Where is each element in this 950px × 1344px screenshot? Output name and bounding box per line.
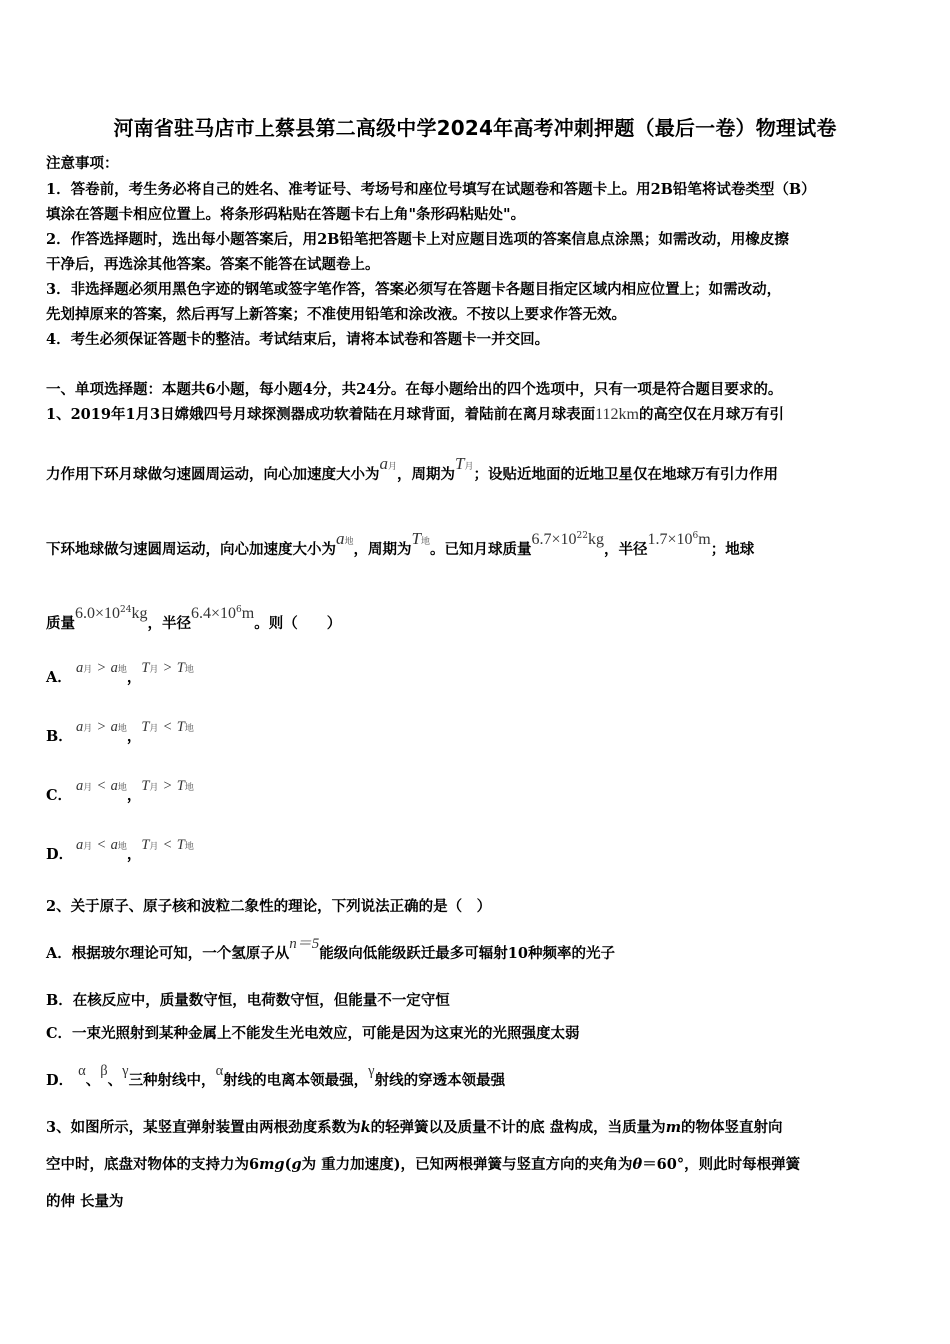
notice-line-2b: 干净后，再选涂其他答案。答案不能答在试题卷上。: [46, 256, 380, 273]
symbol-T: T: [141, 778, 150, 794]
gravity-symbol: g: [291, 1156, 302, 1173]
symbol-T: T: [176, 660, 185, 676]
subscript-earth: 地: [184, 724, 194, 734]
earth-radius: 6.4×10: [190, 605, 237, 622]
notice-line-1b: 填涂在答题卡相应位置上。将条形码粘贴在答题卡右上角"条形码粘贴处"。: [46, 206, 526, 223]
subscript-moon: 月: [464, 462, 474, 472]
symbol-a: a: [336, 529, 345, 548]
symbol-T: T: [455, 454, 465, 473]
notice-line-3b: 先划掉原来的答案，然后再写上新答案；不准使用铅笔和涂改液。不按以上要求作答无效。: [46, 306, 626, 323]
notice-line-4: 4．考生必须保证答题卡的整洁。考试结束后，请将本试卷和答题卡一并交回。: [46, 331, 550, 348]
q3-line-1: [46, 1116, 783, 1137]
energy-level: n＝5: [289, 936, 320, 952]
q1-text: 的高空仅在月球万有引: [638, 406, 784, 423]
subscript-earth: 地: [420, 537, 430, 547]
exam-title: 河南省驻马店市上蔡县第二高级中学2024年高考冲刺押题（最后一卷）物理试卷: [113, 116, 837, 140]
relation-a: >: [97, 660, 106, 676]
comma: ，: [126, 846, 142, 863]
option-label: A．: [46, 669, 72, 686]
subscript-moon: 月: [83, 783, 93, 793]
q3-text: 的轻弹簧以及质量不计的底 盘构成，当质量为: [370, 1119, 666, 1136]
spring-constant: k: [360, 1119, 371, 1136]
relation-a: <: [97, 837, 106, 853]
relation-T: >: [163, 660, 172, 676]
q1-option-a[interactable]: [46, 660, 194, 687]
q2-option-d[interactable]: [46, 1063, 506, 1090]
q2-text: 三种射线中，: [128, 1072, 216, 1089]
q1-text: ，半径: [147, 615, 191, 632]
symbol-a: a: [379, 454, 388, 473]
q3-text: (: [284, 1156, 292, 1173]
q3-text: ＝60°，则此时每根弹簧: [642, 1156, 801, 1173]
notice-line-3a: 3．非选择题必须用黑色字迹的钢笔或签字笔作答，答案必须写在答题卡各题目指定区域内相应位置上；如需改动，: [46, 281, 782, 298]
relation-a: <: [97, 778, 106, 794]
beta-symbol: β: [100, 1063, 108, 1079]
q1-text: ，周期为: [397, 466, 456, 483]
q2-text: 射线的穿透本领最强: [374, 1072, 506, 1089]
mass-symbol: m: [665, 1119, 682, 1136]
q2-text: 射线的电离本领最强，: [223, 1072, 369, 1089]
comma: ，: [126, 728, 142, 745]
q1-option-c[interactable]: [46, 778, 194, 805]
subscript-earth: 地: [117, 724, 127, 734]
subscript-moon: 月: [388, 462, 398, 472]
q1-text: 。已知月球质量: [430, 541, 532, 558]
q3-text: 为 重力加速度)，已知两根弹簧与竖直方向的夹角为: [301, 1156, 633, 1173]
symbol-T: T: [411, 529, 421, 548]
alpha-symbol: α: [215, 1063, 224, 1079]
relation-T: <: [163, 719, 172, 735]
subscript-moon: 月: [83, 842, 93, 852]
subscript-moon: 月: [83, 724, 93, 734]
q1-text: 质量: [46, 615, 75, 632]
q1-text: 1、2019年1月3日嫦娥四号月球探测器成功软着陆在月球背面，着陆前在离月球表面: [46, 406, 596, 423]
subscript-moon: 月: [149, 665, 159, 675]
unit-m: m: [698, 531, 711, 548]
subscript-earth: 地: [184, 842, 194, 852]
q1-line-4: [46, 605, 342, 633]
weight-symbol: mg: [259, 1156, 285, 1173]
earth-mass-exponent: 24: [120, 605, 132, 616]
comma: ，: [126, 669, 142, 686]
q1-text: 力作用下环月球做匀速圆周运动，向心加速度大小为: [46, 466, 380, 483]
section-heading: 一、单项选择题：本题共6小题，每小题4分，共24分。在每小题给出的四个选项中，只有一项是符合题目要求的。: [46, 381, 783, 398]
q1-text: ；设贴近地面的近地卫星仅在地球万有引力作用: [473, 466, 778, 483]
unit-kg: kg: [131, 605, 148, 622]
subscript-earth: 地: [117, 842, 127, 852]
unit-m: m: [241, 605, 255, 622]
subscript-earth: 地: [117, 665, 127, 675]
earth-radius-exponent: 6: [236, 605, 242, 616]
option-label: C．: [46, 787, 73, 804]
subscript-moon: 月: [149, 724, 159, 734]
q1-line-2: [46, 454, 778, 484]
moon-radius-exponent: 6: [692, 531, 699, 542]
q1-text: ，半径: [603, 541, 648, 558]
q3-text: 3、如图所示，某竖直弹射装置由两根劲度系数为: [46, 1119, 361, 1136]
q1-text: ；地球: [710, 541, 755, 558]
unit-kg: kg: [587, 531, 604, 548]
subscript-earth: 地: [117, 783, 127, 793]
subscript-earth: 地: [344, 537, 354, 547]
notice-line-1a: 1．答卷前，考生务必将自己的姓名、准考证号、考场号和座位号填写在试题卷和答题卡上。用2B铅笔将试卷类型（B）: [46, 181, 816, 198]
altitude-value: 112km: [595, 406, 639, 423]
symbol-T: T: [141, 719, 150, 735]
q1-option-b[interactable]: [46, 719, 194, 746]
notice-line-2a: 2．作答选择题时，选出每小题答案后，用2B铅笔把答题卡上对应题目选项的答案信息点涂黑；如需改动，用橡皮擦: [46, 231, 789, 248]
comma: ，: [126, 787, 142, 804]
q2-option-a[interactable]: [46, 936, 615, 963]
q1-line-3: [46, 529, 755, 559]
q3-text: 空中时，底盘对物体的支持力为6: [46, 1156, 260, 1173]
q2-option-c[interactable]: C．一束光照射到某种金属上不能发生光电效应，可能是因为这束光的光照强度太弱: [46, 1025, 580, 1042]
q1-text: 。则（ ）: [254, 615, 342, 632]
alpha-symbol: α: [78, 1063, 86, 1079]
symbol-a: a: [76, 719, 84, 735]
relation-T: >: [163, 778, 172, 794]
symbol-a: a: [76, 660, 84, 676]
gamma-symbol: γ: [122, 1063, 129, 1079]
subscript-earth: 地: [184, 783, 194, 793]
symbol-a: a: [76, 778, 84, 794]
notice-heading: 注意事项：: [46, 155, 119, 172]
q1-line-1: [46, 403, 784, 424]
symbol-T: T: [176, 719, 185, 735]
symbol-T: T: [176, 778, 185, 794]
subscript-moon: 月: [83, 665, 93, 675]
q1-option-d[interactable]: [46, 837, 194, 864]
option-label: D．: [46, 846, 74, 863]
gamma-symbol: γ: [368, 1063, 375, 1079]
relation-a: >: [97, 719, 106, 735]
q1-text: ，周期为: [353, 541, 412, 558]
symbol-a: a: [110, 837, 118, 853]
q2-text: 能级向低能级跃迁最多可辐射10种频率的光子: [319, 945, 615, 962]
subscript-moon: 月: [149, 842, 159, 852]
moon-radius: 1.7×10: [647, 531, 693, 548]
option-label: D．: [46, 1072, 74, 1089]
q2-stem: 2、关于原子、原子核和波粒二象性的理论，下列说法正确的是（ ）: [46, 898, 492, 915]
theta-symbol: θ: [632, 1156, 643, 1173]
subscript-moon: 月: [149, 783, 159, 793]
symbol-T: T: [176, 837, 185, 853]
symbol-a: a: [110, 778, 118, 794]
symbol-T: T: [141, 837, 150, 853]
subscript-earth: 地: [184, 665, 194, 675]
q3-line-3: 的伸 长量为: [46, 1193, 124, 1210]
relation-T: <: [163, 837, 172, 853]
symbol-a: a: [76, 837, 84, 853]
moon-mass: 6.7×10: [531, 531, 577, 548]
symbol-a: a: [110, 660, 118, 676]
symbol-a: a: [110, 719, 118, 735]
separator: 、: [107, 1072, 123, 1089]
option-label: B．: [46, 728, 73, 745]
separator: 、: [85, 1072, 101, 1089]
earth-mass: 6.0×10: [75, 605, 121, 622]
q1-text: 下环地球做匀速圆周运动，向心加速度大小为: [46, 541, 336, 558]
q3-line-2: [46, 1153, 800, 1174]
symbol-T: T: [141, 660, 150, 676]
moon-mass-exponent: 22: [576, 531, 588, 542]
q2-option-b[interactable]: B．在核反应中，质量数守恒，电荷数守恒，但能量不一定守恒: [46, 992, 450, 1009]
q3-text: 的物体竖直射向: [681, 1119, 783, 1136]
q2-text: A．根据玻尔理论可知，一个氢原子从: [46, 945, 290, 962]
